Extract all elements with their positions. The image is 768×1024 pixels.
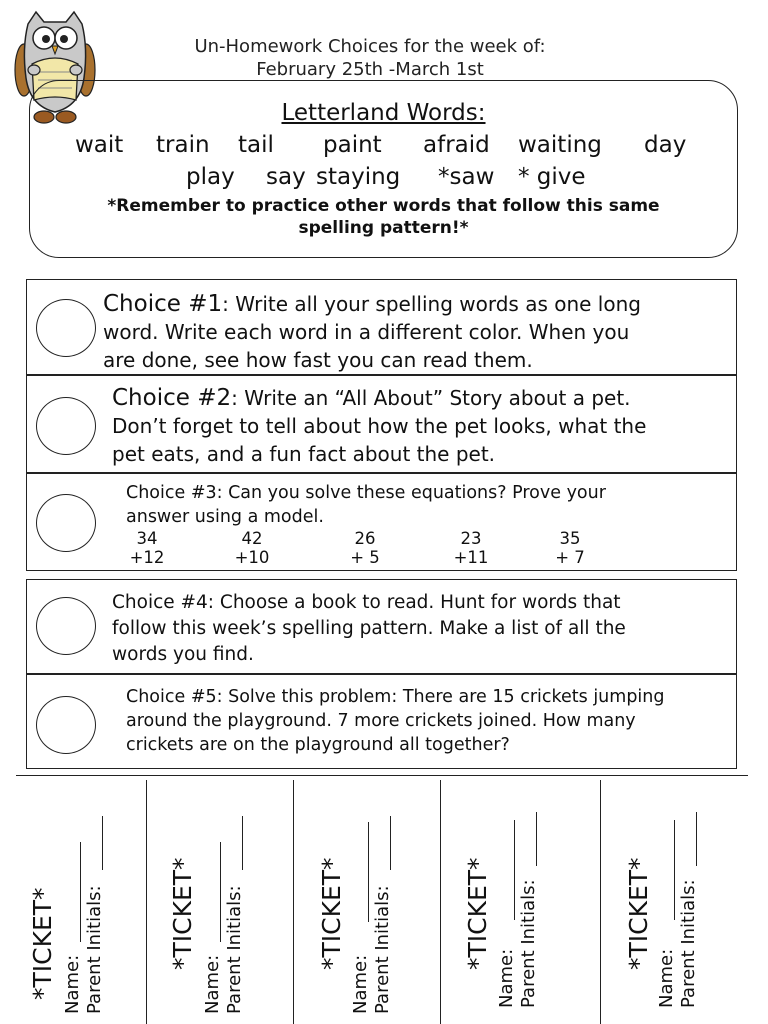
equation-top: 42	[241, 529, 263, 548]
choice-line: follow this week’s spelling pattern. Make a list of all the	[112, 618, 626, 639]
ticket-separator	[293, 780, 294, 1024]
choice-1-checkbox[interactable]	[36, 299, 96, 357]
equation-top: 34	[136, 529, 158, 548]
equation-bottom: +12	[129, 548, 165, 567]
ticket-name-label: Name:	[496, 948, 517, 1008]
choice-3-text	[126, 481, 606, 529]
choice-line: : Write an “All About” Story about a pet.	[231, 386, 631, 410]
choice-label: Choice #2	[112, 385, 232, 411]
ticket-name-label: Name:	[350, 954, 371, 1014]
initials-blank[interactable]	[242, 816, 243, 870]
name-blank[interactable]	[674, 820, 675, 920]
choice-line: are done, see how fast you can read them.	[103, 348, 533, 372]
ticket-parent-label: Parent Initials:	[678, 879, 699, 1008]
name-blank[interactable]	[220, 842, 221, 942]
equation	[222, 529, 282, 567]
name-blank[interactable]	[368, 822, 369, 922]
choice-line: word. Write each word in a different color. When you	[103, 320, 630, 344]
ticket-parent-label: Parent Initials:	[84, 885, 105, 1014]
ticket-separator	[440, 780, 441, 1024]
choice-line: Choice #4: Choose a book to read. Hunt for words that	[112, 592, 621, 613]
ticket-title: *TICKET*	[168, 857, 197, 970]
choice-1-text	[103, 290, 641, 374]
choice-line: crickets are on the playground all together?	[126, 735, 510, 755]
equation-top: 23	[460, 529, 482, 548]
word: day	[644, 132, 687, 158]
header-title: Un-Homework Choices for the week of:	[194, 36, 546, 57]
word: staying	[316, 164, 401, 190]
word: afraid	[423, 132, 490, 158]
remember-line: *Remember to practice other words that follow this same	[107, 196, 660, 216]
equation	[441, 529, 501, 567]
word: paint	[323, 132, 382, 158]
choice-line: words you find.	[112, 644, 254, 665]
choice-line: around the playground. 7 more crickets joined. How many	[126, 711, 636, 731]
ticket-separator	[146, 780, 147, 1024]
ticket-title: *TICKET*	[317, 857, 346, 970]
choice-line: Don’t forget to tell about how the pet looks, what the	[112, 414, 647, 438]
choice-line: answer using a model.	[126, 507, 324, 527]
word: play	[186, 164, 235, 190]
choice-5-checkbox[interactable]	[36, 696, 96, 754]
choice-line: : Write all your spelling words as one long	[222, 292, 641, 316]
word: tail	[238, 132, 274, 158]
ticket-divider	[16, 775, 748, 776]
equation	[540, 529, 600, 567]
word: * give	[518, 164, 586, 190]
equation-top: 35	[559, 529, 581, 548]
choice-2-checkbox[interactable]	[36, 397, 96, 455]
ticket-name-label: Name:	[62, 954, 83, 1014]
initials-blank[interactable]	[390, 816, 391, 870]
ticket-parent-label: Parent Initials:	[372, 885, 393, 1014]
ticket-name-label: Name:	[656, 948, 677, 1008]
word: *saw	[438, 164, 495, 190]
word: train	[156, 132, 210, 158]
equation-top: 26	[354, 529, 376, 548]
equation-bottom: +10	[234, 548, 270, 567]
choice-2-text	[112, 384, 646, 468]
choice-4-text	[112, 590, 626, 668]
choice-3-checkbox[interactable]	[36, 494, 96, 552]
initials-blank[interactable]	[536, 812, 537, 866]
ticket-parent-label: Parent Initials:	[224, 885, 245, 1014]
equation-bottom: + 7	[555, 548, 585, 567]
equation	[335, 529, 395, 567]
remember-line: spelling pattern!*	[298, 218, 469, 238]
ticket-title: *TICKET*	[624, 857, 653, 970]
choice-line: pet eats, and a fun fact about the pet.	[112, 442, 496, 466]
ticket-separator	[600, 780, 601, 1024]
remember-note	[29, 195, 738, 239]
header-date: February 25th -March 1st	[256, 59, 484, 80]
ticket-parent-label: Parent Initials:	[518, 879, 539, 1008]
word: waiting	[518, 132, 602, 158]
equation-bottom: +11	[453, 548, 489, 567]
choice-label: Choice #1	[103, 291, 223, 317]
initials-blank[interactable]	[696, 812, 697, 866]
choice-4-checkbox[interactable]	[36, 597, 96, 655]
ticket-name-label: Name:	[202, 954, 223, 1014]
word: wait	[75, 132, 124, 158]
choice-line: Choice #3: Can you solve these equations? Prove your	[126, 483, 606, 503]
equation-bottom: + 5	[350, 548, 380, 567]
ticket-title: *TICKET*	[463, 857, 492, 970]
name-blank[interactable]	[80, 842, 81, 942]
word: say	[266, 164, 306, 190]
name-blank[interactable]	[514, 820, 515, 920]
equation	[117, 529, 177, 567]
ticket-title: *TICKET*	[28, 887, 57, 1000]
choice-line: Choice #5: Solve this problem: There are 15 crickets jumping	[126, 687, 665, 707]
initials-blank[interactable]	[102, 816, 103, 870]
letterland-title: Letterland Words:	[281, 100, 486, 126]
choice-5-text	[126, 685, 664, 757]
